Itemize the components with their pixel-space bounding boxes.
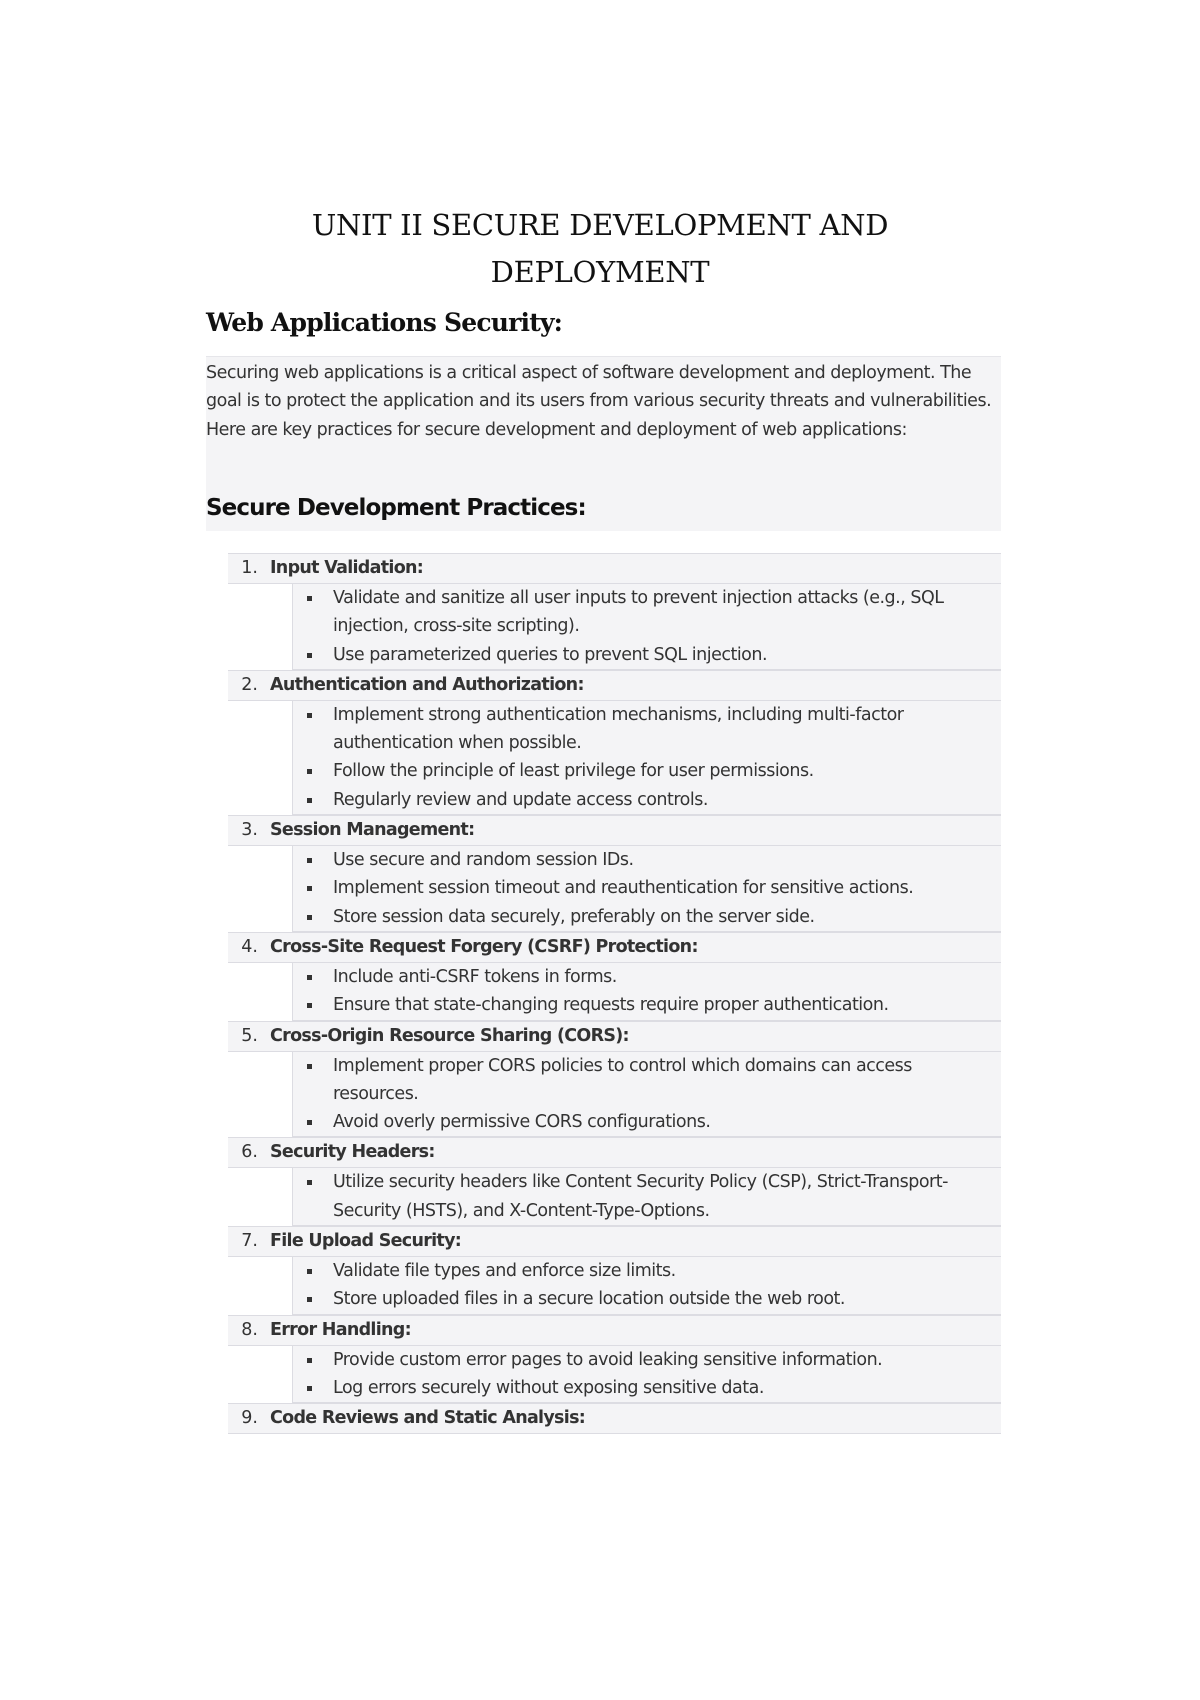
bullet-text: Utilize security headers like Content Security Policy (CSP), Strict-Transport-Security (HSTS), and X-Content-Type-Options. xyxy=(333,1172,948,1221)
bullet-text: Provide custom error pages to avoid leaking sensitive information. xyxy=(333,1349,883,1370)
practice-item xyxy=(228,1315,1001,1404)
practice-title: Security Headers: xyxy=(270,1142,435,1163)
bullet-text: Store session data securely, preferably on the server side. xyxy=(333,906,815,927)
practice-title: Authentication and Authorization: xyxy=(270,674,584,695)
bullet-text: Implement strong authentication mechanisms, including multi-factor authentication when possible. xyxy=(333,704,904,754)
practice-bullet-list xyxy=(292,584,1001,670)
practice-number: 1. xyxy=(241,558,258,578)
square-bullet-icon xyxy=(307,1358,312,1363)
practice-number: 8. xyxy=(241,1319,258,1340)
practice-number: 4. xyxy=(241,936,258,957)
square-bullet-icon xyxy=(307,858,312,863)
practice-bullet-list xyxy=(292,963,1001,1021)
bullet-text: Ensure that state-changing requests require proper authentication. xyxy=(333,995,889,1016)
bullet-item xyxy=(293,641,1001,669)
bullet-text: Regularly review and update access controls. xyxy=(333,789,708,810)
practice-heading xyxy=(228,1403,1001,1434)
practice-heading xyxy=(228,1021,1001,1052)
practice-title: Cross-Site Request Forgery (CSRF) Protection: xyxy=(270,936,698,957)
practice-bullet-list xyxy=(292,701,1001,815)
practice-heading xyxy=(228,1315,1001,1346)
bullet-item xyxy=(293,903,1001,931)
bullet-text: Implement session timeout and reauthentication for sensitive actions. xyxy=(333,878,914,899)
bullet-text: Store uploaded files in a secure location outside the web root. xyxy=(333,1289,845,1310)
practice-number: 2. xyxy=(241,674,258,695)
practice-item xyxy=(228,815,1001,932)
bullet-text: Avoid overly permissive CORS configurations. xyxy=(333,1112,711,1133)
bullet-item xyxy=(293,991,1001,1019)
practice-title: Error Handling: xyxy=(270,1319,411,1340)
bullet-item xyxy=(293,1052,1001,1109)
section-title: Web Applications Security: xyxy=(206,308,563,337)
bullet-text: Follow the principle of least privilege for user permissions. xyxy=(333,761,814,782)
intro-paragraph: Securing web applications is a critical aspect of software development and deployment. The goal is to protect the application and its users from various security threats and vulnerabilities. Here are key practices for secure development and deployment of web applications: xyxy=(206,363,992,440)
practice-bullet-list xyxy=(292,1052,1001,1138)
practice-item xyxy=(228,1137,1001,1226)
bullet-item xyxy=(293,1346,1001,1374)
square-bullet-icon xyxy=(307,1064,312,1069)
practice-title: Input Validation: xyxy=(270,558,424,578)
bullet-item xyxy=(293,1285,1001,1313)
bullet-text: Validate file types and enforce size limits. xyxy=(333,1261,676,1282)
practice-title: Session Management: xyxy=(270,820,475,841)
bullet-item xyxy=(293,701,1001,758)
practice-title: Code Reviews and Static Analysis: xyxy=(270,1408,586,1429)
bullet-text: Log errors securely without exposing sensitive data. xyxy=(333,1377,764,1398)
practice-number: 9. xyxy=(241,1408,258,1429)
practice-bullet-list xyxy=(292,1168,1001,1226)
bullet-item xyxy=(293,786,1001,814)
square-bullet-icon xyxy=(307,975,312,980)
practice-heading xyxy=(228,932,1001,963)
square-bullet-icon xyxy=(307,798,312,803)
bullet-item xyxy=(293,1257,1001,1285)
practice-heading xyxy=(228,815,1001,846)
practice-item xyxy=(228,1226,1001,1315)
practices-list xyxy=(228,553,1001,1434)
practice-item xyxy=(228,553,1001,670)
bullet-item xyxy=(293,963,1001,991)
bullet-item xyxy=(293,1108,1001,1136)
practice-heading xyxy=(228,670,1001,701)
practice-item xyxy=(228,670,1001,815)
square-bullet-icon xyxy=(307,1386,312,1391)
square-bullet-icon xyxy=(307,713,312,718)
bullet-item xyxy=(293,1168,1001,1225)
bullet-item xyxy=(293,874,1001,902)
unit-title: UNIT II SECURE DEVELOPMENT AND DEPLOYMENT xyxy=(311,208,889,289)
square-bullet-icon xyxy=(307,1269,312,1274)
bullet-text: Use secure and random session IDs. xyxy=(333,850,634,871)
practice-number: 6. xyxy=(241,1142,258,1163)
practice-bullet-list xyxy=(292,1346,1001,1404)
bullet-text: Implement proper CORS policies to control which domains can access resources. xyxy=(333,1055,912,1104)
square-bullet-icon xyxy=(307,769,312,774)
bullet-item xyxy=(293,757,1001,785)
bullet-item xyxy=(293,846,1001,874)
practice-heading xyxy=(228,553,1001,584)
square-bullet-icon xyxy=(307,1120,312,1125)
practice-number: 3. xyxy=(241,820,258,841)
practice-item xyxy=(228,932,1001,1021)
practice-item xyxy=(228,1021,1001,1138)
square-bullet-icon xyxy=(307,886,312,891)
practice-number: 5. xyxy=(241,1025,258,1046)
square-bullet-icon xyxy=(307,596,312,601)
practice-title: Cross-Origin Resource Sharing (CORS): xyxy=(270,1025,629,1046)
square-bullet-icon xyxy=(307,1297,312,1302)
square-bullet-icon xyxy=(307,653,312,658)
square-bullet-icon xyxy=(307,915,312,920)
practice-bullet-list xyxy=(292,1257,1001,1315)
bullet-item xyxy=(293,1374,1001,1402)
practice-bullet-list xyxy=(292,846,1001,932)
intro-block xyxy=(206,356,1001,531)
practice-heading xyxy=(228,1226,1001,1257)
bullet-text: Validate and sanitize all user inputs to prevent injection attacks (e.g., SQL injection, cross-site scripting). xyxy=(333,588,944,637)
practice-heading xyxy=(228,1137,1001,1168)
practice-number: 7. xyxy=(241,1231,258,1252)
square-bullet-icon xyxy=(307,1180,312,1185)
bullet-text: Use parameterized queries to prevent SQL injection. xyxy=(333,644,768,665)
square-bullet-icon xyxy=(307,1003,312,1008)
practice-item xyxy=(228,1403,1001,1434)
bullet-item xyxy=(293,584,1001,641)
bullet-text: Include anti-CSRF tokens in forms. xyxy=(333,966,617,987)
practice-title: File Upload Security: xyxy=(270,1231,462,1252)
practices-subheading: Secure Development Practices: xyxy=(206,495,586,521)
